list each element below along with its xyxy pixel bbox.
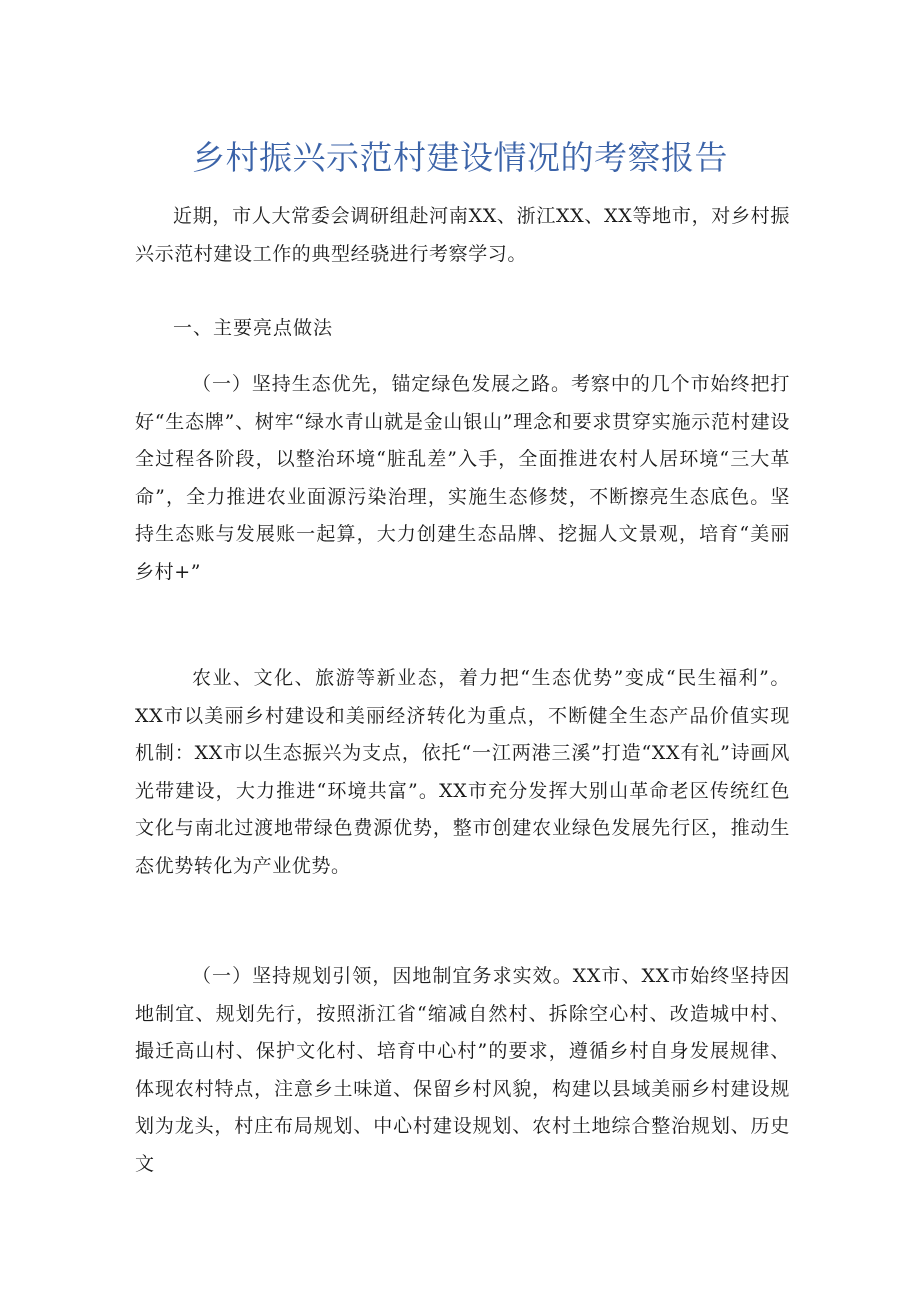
paragraph-planning: （一）坚持规划引领，因地制宜务求实效。XX市、XX市始终坚持因地制宜、规划先行，按照浙江省“缩减自然村、拆除空心村、改造城中村、撮迁高山村、保护文化村、培育中心村”的要求，遵循乡村自身发展规律、体现农村特点，注意乡土味道、保留乡村风貌，构建以县域美丽乡村建设规划为龙头，村庄布局规划、中心村建设规划、农村土地综合整治规划、历史文 [135,965,790,1175]
paragraph-ecology: （一）坚持生态优先，锚定绿色发展之路。考察中的几个市始终把打好“生态牌”、树牢“绿水青山就是金山银山”理念和要求贯穿实施示范村建设全过程各阶段，以整治环境“脏乱差”入手，全面推进农村人居环境“三大革命”，全力推进农业面源污染治理，实施生态修焚，不断擦亮生态底色。坚持生态账与发展账一起算，大力创建生态品牌、挖掘人文景观，培育“美丽乡村+” [135,373,790,583]
paragraph-new-business: 农业、文化、旅游等新业态，着力把“生态优势”变成“民生福利”。XX市以美丽乡村建设和美丽经济转化为重点，不断健全生态产品价值实现机制：XX市以生态振兴为支点，依托“一江两港三溪”打造“XX有礼”诗画风光带建设，大力推进“环境共富”。XX市充分发挥大别山革命老区传统红色文化与南北过渡地带绿色费源优势，整市创建农业绿色发展先行区，推动生态优势转化为产业优势。 [135,667,790,877]
section-heading: 一、主要亮点做法 [173,317,334,339]
intro-paragraph: 近期，市人大常委会调研组赴河南XX、浙江XX、XX等地市，对乡村振兴示范村建设工作的典型经骁进行考察学习。 [135,205,790,265]
document-title: 乡村振兴示范村建设情况的考察报告 [192,138,728,177]
